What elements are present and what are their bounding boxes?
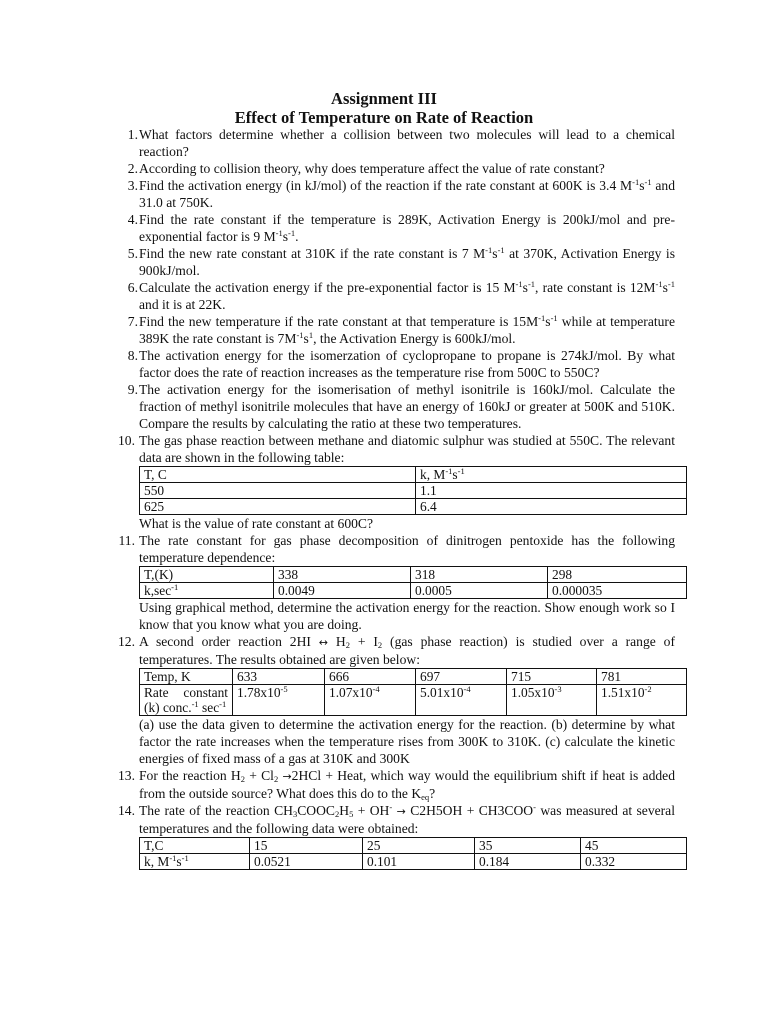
- question-7: [110, 313, 675, 347]
- reaction-arrow-icon: →: [282, 770, 292, 783]
- question-14: [110, 802, 675, 870]
- question-number: 1.: [127, 127, 138, 142]
- question-number: 7.: [127, 314, 138, 329]
- table-cell: 298: [548, 567, 687, 583]
- table-cell: $1.05x10^{-3}$: [507, 685, 597, 716]
- question-number: 3.: [127, 178, 138, 193]
- table-cell: $5.01x10^{-4}$: [416, 685, 507, 716]
- question-number: 4.: [127, 212, 138, 227]
- question-12: [110, 633, 675, 767]
- table-cell: $1.07x10^{-4}$: [325, 685, 416, 716]
- question-number: 2.: [127, 161, 138, 176]
- table-cell: 15: [250, 838, 363, 854]
- table-header-cell: T,(K): [140, 567, 274, 583]
- question-followup: (a) use the data given to determine the activation energy for the reaction. (b) determine by what factor the rate increases when the temperature rises from 300K to 310K. (c) calculate the kinetic energies of fixed mass of a gas at 310K and 300K: [139, 717, 675, 766]
- table-cell: 0.0521: [250, 854, 363, 870]
- table-header-cell: Temp, K: [140, 669, 233, 685]
- question-text: The gas phase reaction between methane and diatomic sulphur was studied at 550C. The relevant data are shown in the following table:: [139, 433, 675, 465]
- question-number: 10.: [118, 433, 135, 448]
- table-header-cell: k, $M^{-1}s^{-1}$: [140, 854, 250, 870]
- table-row: [140, 567, 687, 583]
- question-text: For the reaction $H_2 + Cl_2 \to 2HCl$ + Heat, which way would the equilibrium shift if heat is added from the outside source? What does this do to the $K_{eq}$?: [139, 768, 676, 802]
- question-number: 11.: [118, 533, 135, 548]
- question-text: According to collision theory, why does temperature affect the value of rate constant?: [139, 161, 605, 176]
- table-row: [140, 499, 687, 515]
- reaction-arrow-icon: →: [396, 805, 406, 818]
- table-row: [140, 483, 687, 499]
- question-13: [110, 767, 675, 802]
- table-header-cell: T,C: [140, 838, 250, 854]
- table-header-cell: T, C: [140, 467, 416, 483]
- question-followup: Using graphical method, determine the activation energy for the reaction. Show enough work so I know that you know what you are doing.: [139, 600, 675, 632]
- table-row: [140, 669, 687, 685]
- question-text: Find the activation energy (in kJ/mol) of the reaction if the rate constant at 600K is 3.4 $M^{-1}s^{-1}$ and 31.0 at 750K.: [139, 177, 675, 210]
- dinitrogen-data-table: [139, 566, 687, 599]
- question-number: 5.: [127, 246, 138, 261]
- table-cell: 318: [411, 567, 548, 583]
- question-text: Find the new temperature if the rate constant at that temperature is $15M^{-1}s^{-1}$ while at temperature 389K the rate constant is $7M^{-1}s^1$, the Activation Energy is 600kJ/mol.: [139, 313, 675, 346]
- question-10: [110, 432, 675, 532]
- table-cell: 0.184: [475, 854, 581, 870]
- table-cell: 0.101: [363, 854, 475, 870]
- table-header-cell: k, $M^{-1}s^{-1}$: [416, 467, 687, 483]
- question-11: [110, 532, 675, 633]
- question-text: A second order reaction 2HI ↔ $H_2 + I_2$ (gas phase reaction) is studied over a range of temperatures. The results obtained are given below:: [139, 634, 675, 667]
- table-row: [140, 685, 687, 716]
- table-cell: 633: [233, 669, 325, 685]
- question-9: [110, 381, 675, 432]
- question-text: Find the rate constant if the temperature is 289K, Activation Energy is 200kJ/mol and pre-exponential factor is 9 $M^{-1}s^{-1}$.: [139, 212, 675, 244]
- table-cell: 1.1: [416, 483, 687, 499]
- methane-data-table: [139, 466, 687, 515]
- table-cell: 715: [507, 669, 597, 685]
- equilibrium-arrow-icon: ↔: [318, 636, 329, 649]
- question-5: [110, 245, 675, 279]
- table-cell: 25: [363, 838, 475, 854]
- table-row: [140, 583, 687, 599]
- table-cell: 781: [597, 669, 687, 685]
- hi-rate-data-table: [139, 668, 687, 716]
- assignment-title: Assignment III: [331, 89, 437, 108]
- question-number: 6.: [127, 280, 138, 295]
- table-cell: 550: [140, 483, 416, 499]
- question-text: Find the new rate constant at 310K if the rate constant is 7 $M^{-1}s^{-1}$ at 370K, Activation Energy is 900kJ/mol.: [139, 245, 675, 278]
- table-row: [140, 838, 687, 854]
- table-cell: 45: [581, 838, 687, 854]
- question-number: 13.: [118, 768, 135, 783]
- question-number: 12.: [118, 634, 135, 649]
- table-row: [140, 854, 687, 870]
- question-4: [110, 211, 675, 245]
- table-cell: 0.000035: [548, 583, 687, 599]
- assignment-subtitle: Effect of Temperature on Rate of Reaction: [234, 108, 534, 127]
- question-3: [110, 177, 675, 211]
- table-cell: 338: [274, 567, 411, 583]
- table-cell: $1.51x10^{-2}$: [597, 685, 687, 716]
- question-followup: What is the value of rate constant at 600C?: [139, 516, 374, 531]
- table-cell: 697: [416, 669, 507, 685]
- ester-rate-data-table: [139, 837, 687, 870]
- table-cell: 6.4: [416, 499, 687, 515]
- question-text: The rate constant for gas phase decomposition of dinitrogen pentoxide has the following temperature dependence:: [139, 533, 675, 565]
- table-row: [140, 467, 687, 483]
- question-number: 8.: [127, 348, 138, 363]
- table-cell: 0.0049: [274, 583, 411, 599]
- question-2: [110, 160, 675, 177]
- question-text: Calculate the activation energy if the pre-exponential factor is 15 $M^{-1}s^{-1}$, rate constant is $12M^{-1}s^{-1}$ and it is at 22K.: [139, 279, 675, 312]
- question-number: 9.: [127, 382, 138, 397]
- question-text: The activation energy for the isomerzation of cyclopropane to propane is 274kJ/mol. By what factor does the rate of reaction increases as the temperature rise from 500C to 550C?: [139, 348, 675, 380]
- question-list: [110, 126, 675, 870]
- question-text: The activation energy for the isomerisation of methyl isonitrile is 160kJ/mol. Calculate the fraction of methyl isonitrile molecules that have an energy of 160kJ or greater at 500K and 510K. Compare the results by calculating the ratio at these two temperatures.: [139, 382, 675, 431]
- question-text: What factors determine whether a collision between two molecules will lead to a chemical reaction?: [139, 127, 675, 159]
- table-cell: 0.0005: [411, 583, 548, 599]
- question-1: [110, 126, 675, 160]
- question-number: 14.: [118, 803, 135, 818]
- table-header-cell: Rate constant (k) conc.$^{-1}$ $\sec^{-1}$: [140, 685, 233, 716]
- question-8: [110, 347, 675, 381]
- table-cell: 35: [475, 838, 581, 854]
- table-cell: $1.78x10^{-5}$: [233, 685, 325, 716]
- table-cell: 666: [325, 669, 416, 685]
- table-cell: 0.332: [581, 854, 687, 870]
- table-cell: 625: [140, 499, 416, 515]
- table-header-cell: $k,\sec^{-1}$: [140, 583, 274, 599]
- question-text: The rate of the reaction $CH_3COOC_2H_5 + OH^- \to C2H5OH + CH3COO^-$ was measured at several temperatures and the following data were obtained:: [139, 802, 675, 836]
- question-6: [110, 279, 675, 313]
